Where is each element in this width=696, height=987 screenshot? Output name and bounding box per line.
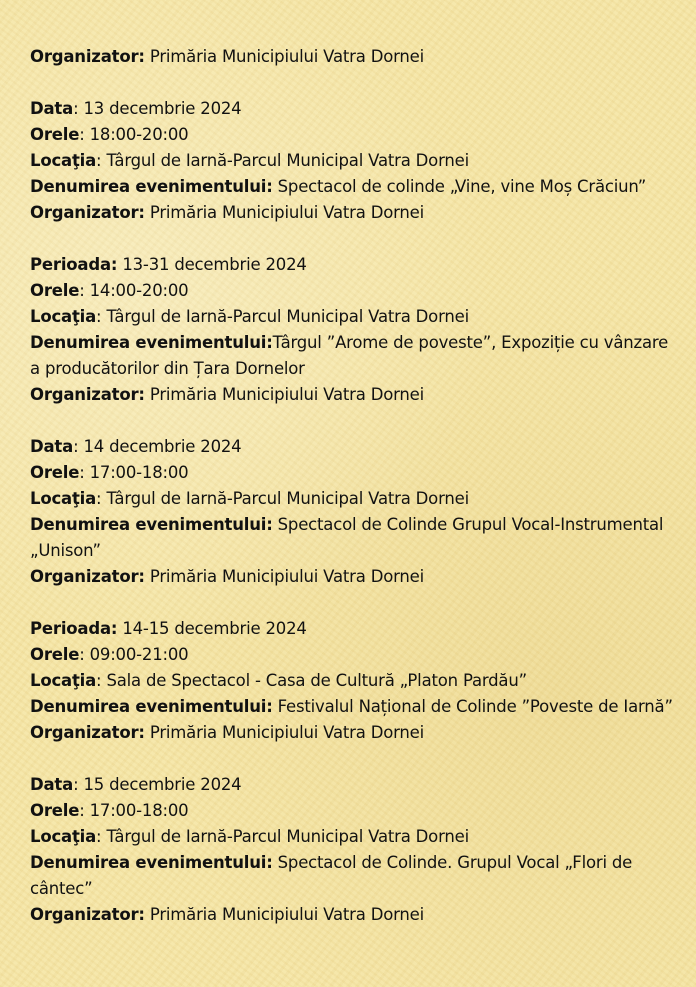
event-block	[30, 772, 676, 928]
hours-line	[30, 798, 676, 824]
event-name-label: Denumirea evenimentului:	[30, 515, 273, 534]
organizer-value: Primăria Municipiului Vatra Dornei	[144, 905, 424, 924]
hours-label: Orele	[30, 801, 80, 820]
organizer-line	[30, 382, 676, 408]
location-line	[30, 148, 676, 174]
location-label: Locaţia	[30, 151, 97, 170]
period-label: Perioada:	[30, 619, 118, 638]
location-line	[30, 668, 676, 694]
organizer-value: Primăria Municipiului Vatra Dornei	[144, 567, 424, 586]
organizer-label: Organizator:	[30, 385, 145, 404]
event-name-value: Spectacol de Colinde. Grupul Vocal „Flori de cântec”	[30, 853, 633, 898]
organizer-label: Organizator:	[30, 47, 145, 66]
hours-line	[30, 122, 676, 148]
organizer-line	[30, 44, 676, 70]
organizer-line	[30, 200, 676, 226]
location-label: Locaţia	[30, 827, 97, 846]
event-name-label: Denumirea evenimentului:	[30, 333, 273, 352]
hours-line	[30, 460, 676, 486]
location-value: : Târgul de Iarnă-Parcul Municipal Vatra Dornei	[96, 489, 469, 508]
event-block	[30, 616, 676, 746]
location-label: Locaţia	[30, 489, 97, 508]
date-label: Data	[30, 99, 74, 118]
organizer-line	[30, 902, 676, 928]
event-block	[30, 252, 676, 408]
period-line	[30, 616, 676, 642]
hours-value: : 18:00-20:00	[79, 125, 189, 144]
event-name-line	[30, 174, 676, 200]
date-value: : 13 decembrie 2024	[73, 99, 242, 118]
event-name-line	[30, 694, 676, 720]
event-name-value: Spectacol de colinde „Vine, vine Moș Crăciun”	[272, 177, 647, 196]
location-label: Locaţia	[30, 671, 97, 690]
organizer-line	[30, 564, 676, 590]
date-value: : 14 decembrie 2024	[73, 437, 242, 456]
hours-label: Orele	[30, 645, 80, 664]
event-block	[30, 434, 676, 590]
organizer-label: Organizator:	[30, 723, 145, 742]
organizer-label: Organizator:	[30, 203, 145, 222]
period-label: Perioada:	[30, 255, 118, 274]
date-label: Data	[30, 775, 74, 794]
organizer-value: Primăria Municipiului Vatra Dornei	[144, 47, 424, 66]
hours-value: : 17:00-18:00	[79, 801, 189, 820]
location-label: Locaţia	[30, 307, 97, 326]
hours-value: : 09:00-21:00	[79, 645, 189, 664]
hours-label: Orele	[30, 125, 80, 144]
event-block	[30, 96, 676, 226]
block-spacer	[30, 590, 676, 616]
hours-value: : 14:00-20:00	[79, 281, 189, 300]
organizer-line	[30, 720, 676, 746]
period-value: 13-31 decembrie 2024	[117, 255, 307, 274]
location-value: : Târgul de Iarnă-Parcul Municipal Vatra Dornei	[96, 151, 469, 170]
hours-label: Orele	[30, 281, 80, 300]
organizer-value: Primăria Municipiului Vatra Dornei	[144, 385, 424, 404]
event-name-value: Spectacol de Colinde Grupul Vocal-Instrumental „Unison”	[30, 515, 664, 560]
location-line	[30, 824, 676, 850]
date-label: Data	[30, 437, 74, 456]
location-line	[30, 304, 676, 330]
location-line	[30, 486, 676, 512]
period-value: 14-15 decembrie 2024	[117, 619, 307, 638]
event-name-value: Festivalul Național de Colinde ”Poveste de Iarnă”	[272, 697, 673, 716]
block-spacer	[30, 746, 676, 772]
event-name-value: Târgul ”Arome de poveste”, Expoziție cu vânzare a producătorilor din Țara Dornelor	[30, 333, 669, 378]
date-line	[30, 96, 676, 122]
organizer-label: Organizator:	[30, 905, 145, 924]
hours-line	[30, 278, 676, 304]
hours-label: Orele	[30, 463, 80, 482]
location-value: : Târgul de Iarnă-Parcul Municipal Vatra Dornei	[96, 307, 469, 326]
organizer-value: Primăria Municipiului Vatra Dornei	[144, 203, 424, 222]
event-block	[30, 44, 676, 70]
hours-line	[30, 642, 676, 668]
block-spacer	[30, 226, 676, 252]
hours-value: : 17:00-18:00	[79, 463, 189, 482]
organizer-label: Organizator:	[30, 567, 145, 586]
event-name-label: Denumirea evenimentului:	[30, 697, 273, 716]
location-value: : Târgul de Iarnă-Parcul Municipal Vatra Dornei	[96, 827, 469, 846]
period-line	[30, 252, 676, 278]
event-name-label: Denumirea evenimentului:	[30, 177, 273, 196]
organizer-value: Primăria Municipiului Vatra Dornei	[144, 723, 424, 742]
event-name-line	[30, 330, 676, 382]
event-name-line	[30, 850, 676, 902]
event-name-line	[30, 512, 676, 564]
location-value: : Sala de Spectacol - Casa de Cultură „Platon Pardău”	[96, 671, 527, 690]
block-spacer	[30, 408, 676, 434]
event-name-label: Denumirea evenimentului:	[30, 853, 273, 872]
block-spacer	[30, 70, 676, 96]
date-line	[30, 772, 676, 798]
date-line	[30, 434, 676, 460]
date-value: : 15 decembrie 2024	[73, 775, 242, 794]
